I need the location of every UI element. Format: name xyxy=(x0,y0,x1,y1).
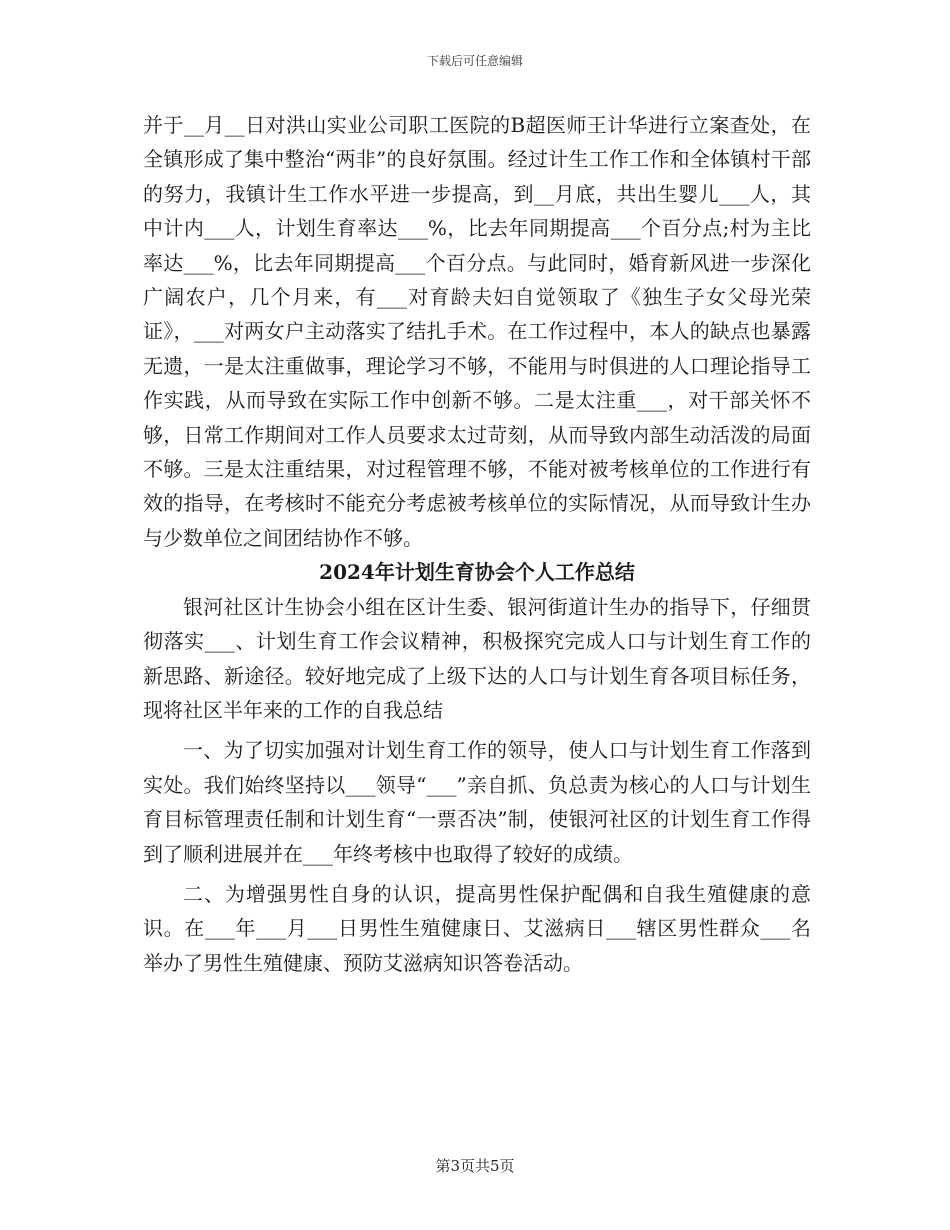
page-number: 第3页共5页 xyxy=(435,1157,515,1175)
document-body xyxy=(143,108,811,980)
paragraph-3: 二、为增强男性自身的认识，提高男性保护配偶和自我生殖健康的意识。在___年___月___日男性生殖健康日、艾滋病日___辖区男性群众___名举办了男性生殖健康、预防艾滋病知识答卷活动。 xyxy=(143,881,811,975)
section-title: 2024年计划生育协会个人工作总结 xyxy=(319,560,635,585)
paragraph-1: 银河社区计生协会小组在区计生委、银河街道计生办的指导下，仔细贯彻落实___、计划生育工作会议精神，积极探究完成人口与计划生育工作的新思路、新途径。较好地完成了上级下达的人口与计划生育各项目标任务，现将社区半年来的工作的自我总结 xyxy=(143,594,811,722)
intro-paragraph: 并于__月__日对洪山实业公司职工医院的B超医师王计华进行立案查处，在全镇形成了集中整治“两非”的良好氛围。经过计生工作工作和全体镇村干部的努力，我镇计生工作水平进一步提高，到__月底，共出生婴儿___人，其中计内___人，计划生育率达___%，比去年同期提高___个百分点;村为主比率达___%，比去年同期提高___个百分点。与此同时，婚育新风进一步深化广阔农户，几个月来，有___对育龄夫妇自觉领取了《独生子女父母光荣证》，___对两女户主动落实了结扎手术。在工作过程中，本人的缺点也暴露无遗，一是太注重做事，理论学习不够，不能用与时俱进的人口理论指导工作实践，从而导致在实际工作中创新不够。二是太注重___，对干部关怀不够，日常工作期间对工作人员要求太过苛刻，从而导致内部生动活泼的局面不够。三是太注重结果，对过程管理不够，不能对被考核单位的工作进行有效的指导，在考核时不能充分考虑被考核单位的实际情况，从而导致计生办与少数单位之间团结协作不够。 xyxy=(143,113,811,550)
paragraph-2: 一、为了切实加强对计划生育工作的领导，使人口与计划生育工作落到实处。我们始终坚持以___领导“___”亲自抓、负总责为核心的人口与计划生育目标管理责任制和计划生育“一票否决”制，使银河社区的计划生育工作得到了顺利进展并在___年终考核中也取得了较好的成绩。 xyxy=(143,738,811,866)
page-header-note: 下载后可任意编辑 xyxy=(426,54,523,68)
